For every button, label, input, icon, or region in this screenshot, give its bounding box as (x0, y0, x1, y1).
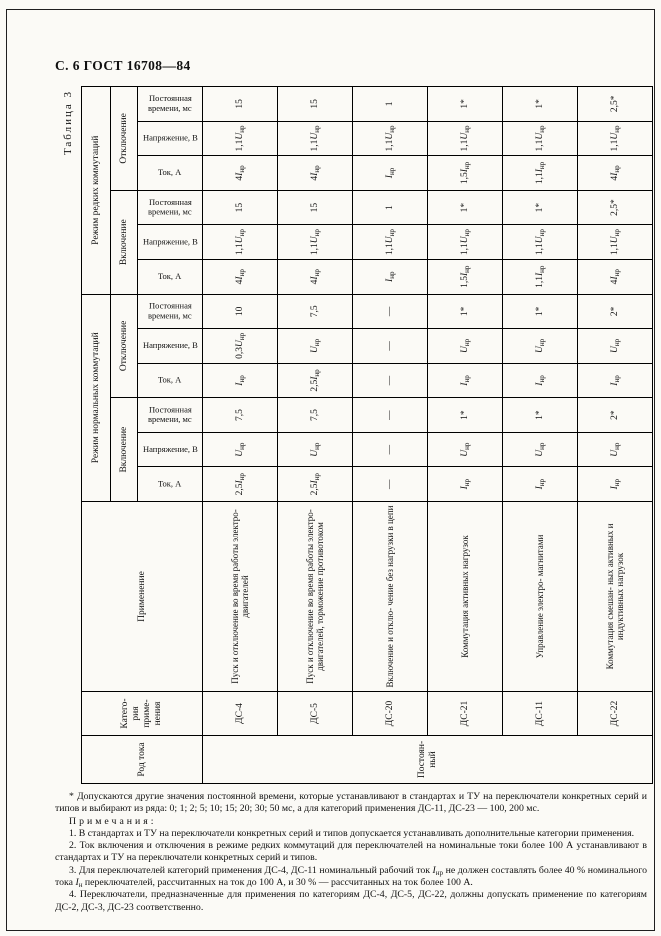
value-cell: 15 (278, 87, 353, 122)
col-header-category: Катего- рия приме- нения (82, 692, 203, 736)
note-item: 2. Ток включения и отключения в режиме редких коммутаций для переключателей на номинальные токи более 100 А устанавливают в стандартах и ТУ на переключатели конкретных серий и типов. (55, 840, 647, 864)
table-row (353, 87, 428, 784)
value-cell: 15 (203, 190, 278, 225)
table-row (203, 87, 278, 784)
value-cell: $1,1U_{нр}$ (503, 225, 578, 260)
value-cell: $2,5I_{нр}$ (278, 363, 353, 398)
value-cell: $4I_{нр}$ (578, 259, 653, 294)
value-cell: $U_{нр}$ (578, 432, 653, 467)
page-header: С. 6 ГОСТ 16708—84 (55, 58, 191, 73)
value-cell: $I_{нр}$ (428, 363, 503, 398)
subgroup-header-on: Включение (111, 398, 138, 502)
subheader-voltage: Напряжение, В (138, 225, 203, 260)
value-cell: — (353, 363, 428, 398)
value-cell: $1,1U_{нр}$ (428, 225, 503, 260)
application-cell: Коммутация активных нагрузок (428, 502, 503, 692)
group-header-rare-mode: Режим редких коммутаций (82, 87, 111, 295)
table-footnotes (55, 791, 647, 914)
subheader-voltage: Напряжение, В (138, 432, 203, 467)
note-item: 1. В стандартах и ТУ на переключатели конкретных серий и типов допускается устанавливать дополнительные категории применения. (69, 827, 635, 839)
value-cell: $1,1U_{нр}$ (353, 225, 428, 260)
value-cell: 15 (203, 87, 278, 122)
application-cell: Управление электро- магнитами (503, 502, 578, 692)
subheader-voltage: Напряжение, В (138, 329, 203, 364)
application-cell: Пуск и отключение во время работы электро- двигателей (203, 502, 278, 692)
rotated-table-area (57, 86, 645, 784)
value-cell: $4I_{нр}$ (203, 156, 278, 191)
notes-label: Примечания: (69, 815, 157, 827)
note-item: 3. Для переключателей категорий применения ДС-4, ДС-11 номинальный рабочий ток $I_{нр}$ не должен составлять более 40 % номинального тока $I_н$ переключателей, рассчитанных на ток до 100 А, и 30 % — рассчитанных на ток более 100 А. (55, 864, 647, 890)
application-cell: Включение и отклю- чение без нагрузки в цепи (353, 502, 428, 692)
table-row (278, 87, 353, 784)
value-cell: $1,1I_{нр}$ (503, 259, 578, 294)
value-cell: $I_{нр}$ (353, 259, 428, 294)
value-cell: $4I_{нр}$ (278, 156, 353, 191)
group-header-normal-mode: Режим нормальных коммутаций (82, 294, 111, 501)
value-cell: $2,5I_{нр}$ (278, 467, 353, 502)
value-cell: 2,5* (578, 87, 653, 122)
value-cell: 1* (503, 190, 578, 225)
table-row (428, 87, 503, 784)
value-cell: 7,5 (278, 294, 353, 329)
value-cell: 1* (503, 294, 578, 329)
value-cell: $1,1U_{нр}$ (578, 121, 653, 156)
application-cell: Коммутация смешан- ных активных и индуктивных нагрузок (578, 502, 653, 692)
value-cell: $U_{нр}$ (203, 432, 278, 467)
value-cell: $I_{нр}$ (503, 363, 578, 398)
category-cell: ДС-21 (428, 692, 503, 736)
value-cell: 15 (278, 190, 353, 225)
footnote-star: * Допускаются другие значения постоянной времени, которые устанавливают в стандартах и ТУ на переключатели конкретных серий и типов и выбирают из ряда: 0; 1; 2; 5; 10; 15; 20; 30; 50 мс, а для категорий применения ДС-11, ДС-23 — 100, 200 мс. (55, 791, 647, 815)
value-cell: $1,1U_{нр}$ (578, 225, 653, 260)
value-cell: 1* (503, 398, 578, 433)
value-cell: $U_{нр}$ (278, 432, 353, 467)
subheader-time-const: Постоянная времени, мс (138, 398, 203, 433)
table-row (578, 87, 653, 784)
col-header-rod-toka: Род тока (82, 736, 203, 784)
value-cell: $I_{нр}$ (203, 363, 278, 398)
note-item: 4. Переключатели, предназначенные для применения по категориям ДС-4, ДС-5, ДС-22, должны допускать применение по категориям ДС-2, ДС-3, ДС-23 соответственно. (55, 889, 647, 913)
value-cell: 2* (578, 398, 653, 433)
subheader-time-const: Постоянная времени, мс (138, 87, 203, 122)
value-cell: $4I_{нр}$ (203, 259, 278, 294)
value-cell: $1,1U_{нр}$ (278, 121, 353, 156)
value-cell: 1 (353, 87, 428, 122)
value-cell: $1,1U_{нр}$ (203, 225, 278, 260)
value-cell: $I_{нр}$ (503, 467, 578, 502)
application-cell: Пуск и отключение во время работы электро- двигателей, торможение противотоком (278, 502, 353, 692)
value-cell: — (353, 432, 428, 467)
value-cell: $2,5I_{нр}$ (203, 467, 278, 502)
landscape-table-block (57, 86, 645, 784)
header-row-groups (82, 87, 111, 784)
value-cell: $1,5I_{нр}$ (428, 156, 503, 191)
value-cell: $4I_{нр}$ (578, 156, 653, 191)
subgroup-header-off: Отключение (111, 294, 138, 398)
value-cell: 2* (578, 294, 653, 329)
subheader-current: Ток, А (138, 363, 203, 398)
value-cell: $1,1U_{нр}$ (278, 225, 353, 260)
value-cell: $1,5I_{нр}$ (428, 259, 503, 294)
subheader-voltage: Напряжение, В (138, 121, 203, 156)
value-cell: $1,1U_{нр}$ (428, 121, 503, 156)
col-header-application: Применение (82, 502, 203, 692)
value-cell: $I_{нр}$ (578, 363, 653, 398)
value-cell: $U_{нр}$ (428, 432, 503, 467)
subheader-current: Ток, А (138, 259, 203, 294)
value-cell: $0,3U_{нр}$ (203, 329, 278, 364)
value-cell: 2,5* (578, 190, 653, 225)
value-cell: $U_{нр}$ (578, 329, 653, 364)
value-cell: $1,1U_{нр}$ (353, 121, 428, 156)
value-cell: 1* (428, 190, 503, 225)
table-caption: Таблица 3 (62, 90, 74, 156)
value-cell: $1,1I_{нр}$ (503, 156, 578, 191)
current-type-cell: Постоян- ный (203, 736, 653, 784)
value-cell: — (353, 398, 428, 433)
value-cell: 1* (428, 398, 503, 433)
value-cell: 10 (203, 294, 278, 329)
subgroup-header-off: Отключение (111, 87, 138, 191)
subheader-current: Ток, А (138, 156, 203, 191)
category-cell: ДС-4 (203, 692, 278, 736)
subheader-time-const: Постоянная времени, мс (138, 190, 203, 225)
category-cell: ДС-11 (503, 692, 578, 736)
value-cell: $1,1U_{нр}$ (503, 121, 578, 156)
value-cell: $U_{нр}$ (503, 432, 578, 467)
value-cell: 1* (428, 294, 503, 329)
value-cell: — (353, 294, 428, 329)
category-cell: ДС-5 (278, 692, 353, 736)
value-cell: $1,1U_{нр}$ (203, 121, 278, 156)
subheader-current: Ток, А (138, 467, 203, 502)
subgroup-header-on: Включение (111, 190, 138, 294)
value-cell: — (353, 329, 428, 364)
value-cell: 1 (353, 190, 428, 225)
category-cell: ДС-22 (578, 692, 653, 736)
value-cell: $U_{нр}$ (503, 329, 578, 364)
value-cell: 1* (428, 87, 503, 122)
value-cell: 7,5 (203, 398, 278, 433)
value-cell: $4I_{нр}$ (278, 259, 353, 294)
switching-modes-table (81, 86, 653, 784)
value-cell: $U_{нр}$ (428, 329, 503, 364)
table-row (503, 87, 578, 784)
subheader-time-const: Постоянная времени, мс (138, 294, 203, 329)
category-cell: ДС-20 (353, 692, 428, 736)
value-cell: $I_{нр}$ (353, 156, 428, 191)
value-cell: — (353, 467, 428, 502)
value-cell: 7,5 (278, 398, 353, 433)
value-cell: $I_{нр}$ (428, 467, 503, 502)
value-cell: $I_{нр}$ (578, 467, 653, 502)
value-cell: 1* (503, 87, 578, 122)
value-cell: $U_{нр}$ (278, 329, 353, 364)
